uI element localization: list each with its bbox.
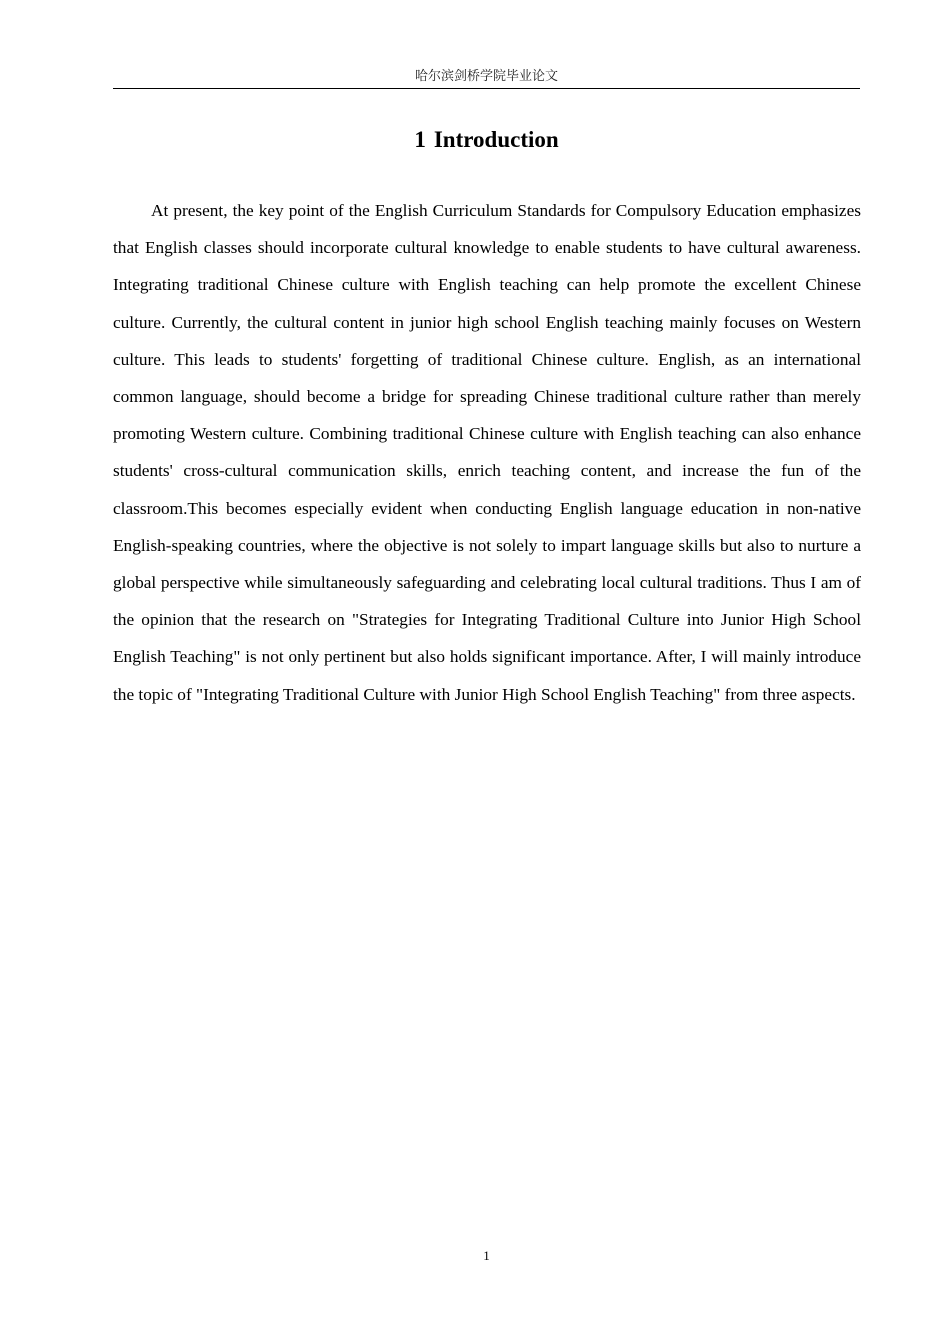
page-number: 1 xyxy=(483,1248,490,1263)
body-paragraph: At present, the key point of the English Curriculum Standards for Compulsory Education emphasizes that English classes should incorporate cultural knowledge to enable students to have cultural awareness. Integrating traditional Chinese culture with English teaching can help promote the excellent Chinese culture. Currently, the cultural content in junior high school English teaching mainly focuses on Western culture. This leads to students' forgetting of traditional Chinese culture. English, as an international common language, should become a bridge for spreading Chinese traditional culture rather than merely promoting Western culture. Combining traditional Chinese culture with English teaching can also enhance students' cross-cultural communication skills, enrich teaching content, and increase the fun of the classroom.This becomes especially evident when conducting English language education in non-native English-speaking countries, where the objective is not solely to impart language skills but also to nurture a global perspective while simultaneously safeguarding and celebrating local cultural traditions. Thus I am of the opinion that the research on "Strategies for Integrating Traditional Culture into Junior High School English Teaching" is not only pertinent but also holds significant importance. After, I will mainly introduce the topic of "Integrating Traditional Culture with Junior High School English Teaching" from three aspects. xyxy=(113,201,861,704)
chapter-number: 1 xyxy=(414,127,426,152)
page-header: 哈尔滨剑桥学院毕业论文 xyxy=(113,66,860,89)
chapter-title xyxy=(113,124,860,156)
chapter-title-text: Introduction xyxy=(433,127,559,152)
